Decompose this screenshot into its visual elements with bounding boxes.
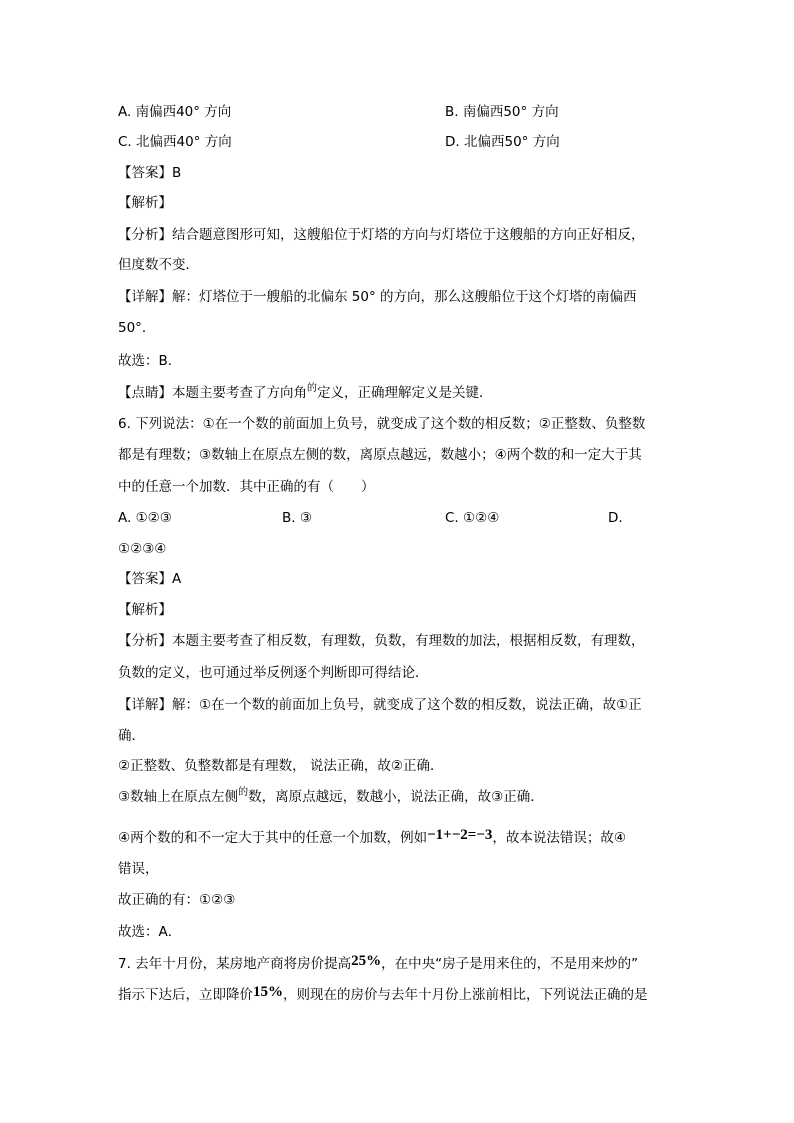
q5-option-c: C. 北偏西40° 方向 xyxy=(118,134,232,150)
q5-xiangjie-line1: 【详解】解：灯塔位于一艘船的北偏东 50° 的方向，那么这艘船位于这个灯塔的南偏西 xyxy=(118,289,637,305)
q7-stem-1b: ，在中央“房子是用来住的，不是用来炒的” xyxy=(381,956,639,972)
q6-option-a: A. ①②③ xyxy=(118,510,172,526)
q6-answer: 【答案】A xyxy=(118,571,182,587)
q5-fenxi-line2: 但度数不变． xyxy=(118,257,199,273)
q6-point3-a: ③数轴上在原点左侧 xyxy=(118,789,239,805)
q5-dianjing xyxy=(118,384,493,404)
q5-option-d: D. 北偏西50° 方向 xyxy=(445,134,560,150)
q6-option-b: B. ③ xyxy=(282,510,312,526)
q6-conclusion: 故正确的有：①②③ xyxy=(118,892,236,908)
q6-stem-line1: 6. 下列说法：①在一个数的前面加上负号，就变成了这个数的相反数；②正整数、负整数 xyxy=(118,416,646,432)
q6-choose: 故选：A． xyxy=(118,924,182,940)
q6-point4 xyxy=(118,829,626,847)
q6-point4-b: ，故本说法错误；故④ xyxy=(492,830,626,846)
q5-dianjing-sup: 的 xyxy=(307,383,317,394)
q6-stem-line2: 都是有理数；③数轴上在原点左侧的数，离原点越远，数越小；④两个数的和一定大于其 xyxy=(118,447,642,463)
q6-point3 xyxy=(118,788,544,808)
q5-answer: 【答案】B xyxy=(118,165,182,181)
q6-analysis-heading: 【解析】 xyxy=(118,602,172,618)
q6-point2: ②正整数、负整数都是有理数， 说法正确，故②正确． xyxy=(118,758,444,774)
q6-fenxi-line1: 【分析】本题主要考查了相反数，有理数，负数，有理数的加法，根据相反数，有理数， xyxy=(118,633,645,649)
q6-point4-cont: 错误， xyxy=(118,861,159,877)
q5-xiangjie-line2: 50°． xyxy=(118,320,156,336)
q7-math-15: 15% xyxy=(253,984,283,1000)
q6-point4-math: −1+−2=−3 xyxy=(427,827,493,843)
q7-math-25: 25% xyxy=(351,953,382,969)
q6-option-d: D. xyxy=(608,510,623,526)
q6-option-c: C. ①②④ xyxy=(445,510,500,526)
q6-point4-a: ④两个数的和不一定大于其中的任意一个加数，例如 xyxy=(118,830,428,846)
q7-stem-line2 xyxy=(118,986,648,1004)
q7-stem-line1 xyxy=(118,955,638,973)
q5-dianjing-b: 定义，正确理解定义是关键． xyxy=(317,385,493,401)
q5-option-b: B. 南偏西50° 方向 xyxy=(445,104,559,120)
q6-xiangjie-line1: 【详解】解：①在一个数的前面加上负号，就变成了这个数的相反数，说法正确，故①正 xyxy=(118,697,642,713)
q6-point3-b: 数，离原点越远，数越小，说法正确，故③正确． xyxy=(248,789,544,805)
q6-stem-line3: 中的任意一个加数．其中正确的有（ ） xyxy=(118,479,375,495)
q5-fenxi-line1: 【分析】结合题意图形可知，这艘船位于灯塔的方向与灯塔位于这艘船的方向正好相反， xyxy=(118,227,645,243)
q7-stem-2a: 指示下达后，立即降价 xyxy=(118,987,253,1003)
q5-option-a: A. 南偏西40° 方向 xyxy=(118,104,232,120)
q7-stem-2b: ，则现在的房价与去年十月份上涨前相比，下列说法正确的是 xyxy=(283,987,648,1003)
q5-analysis-heading: 【解析】 xyxy=(118,195,172,211)
q5-dianjing-a: 【点睛】本题主要考查了方向角 xyxy=(118,385,307,401)
q5-choose: 故选：B． xyxy=(118,353,182,369)
q6-option-d-value: ①②③④ xyxy=(118,541,167,557)
q6-fenxi-line2: 负数的定义，也可通过举反例逐个判断即可得结论． xyxy=(118,665,429,681)
q6-point3-sup: 的 xyxy=(238,787,249,798)
q7-stem-1a: 7. 去年十月份，某房地产商将房价提高 xyxy=(118,956,352,972)
q6-xiangjie-line2: 确． xyxy=(118,728,145,744)
